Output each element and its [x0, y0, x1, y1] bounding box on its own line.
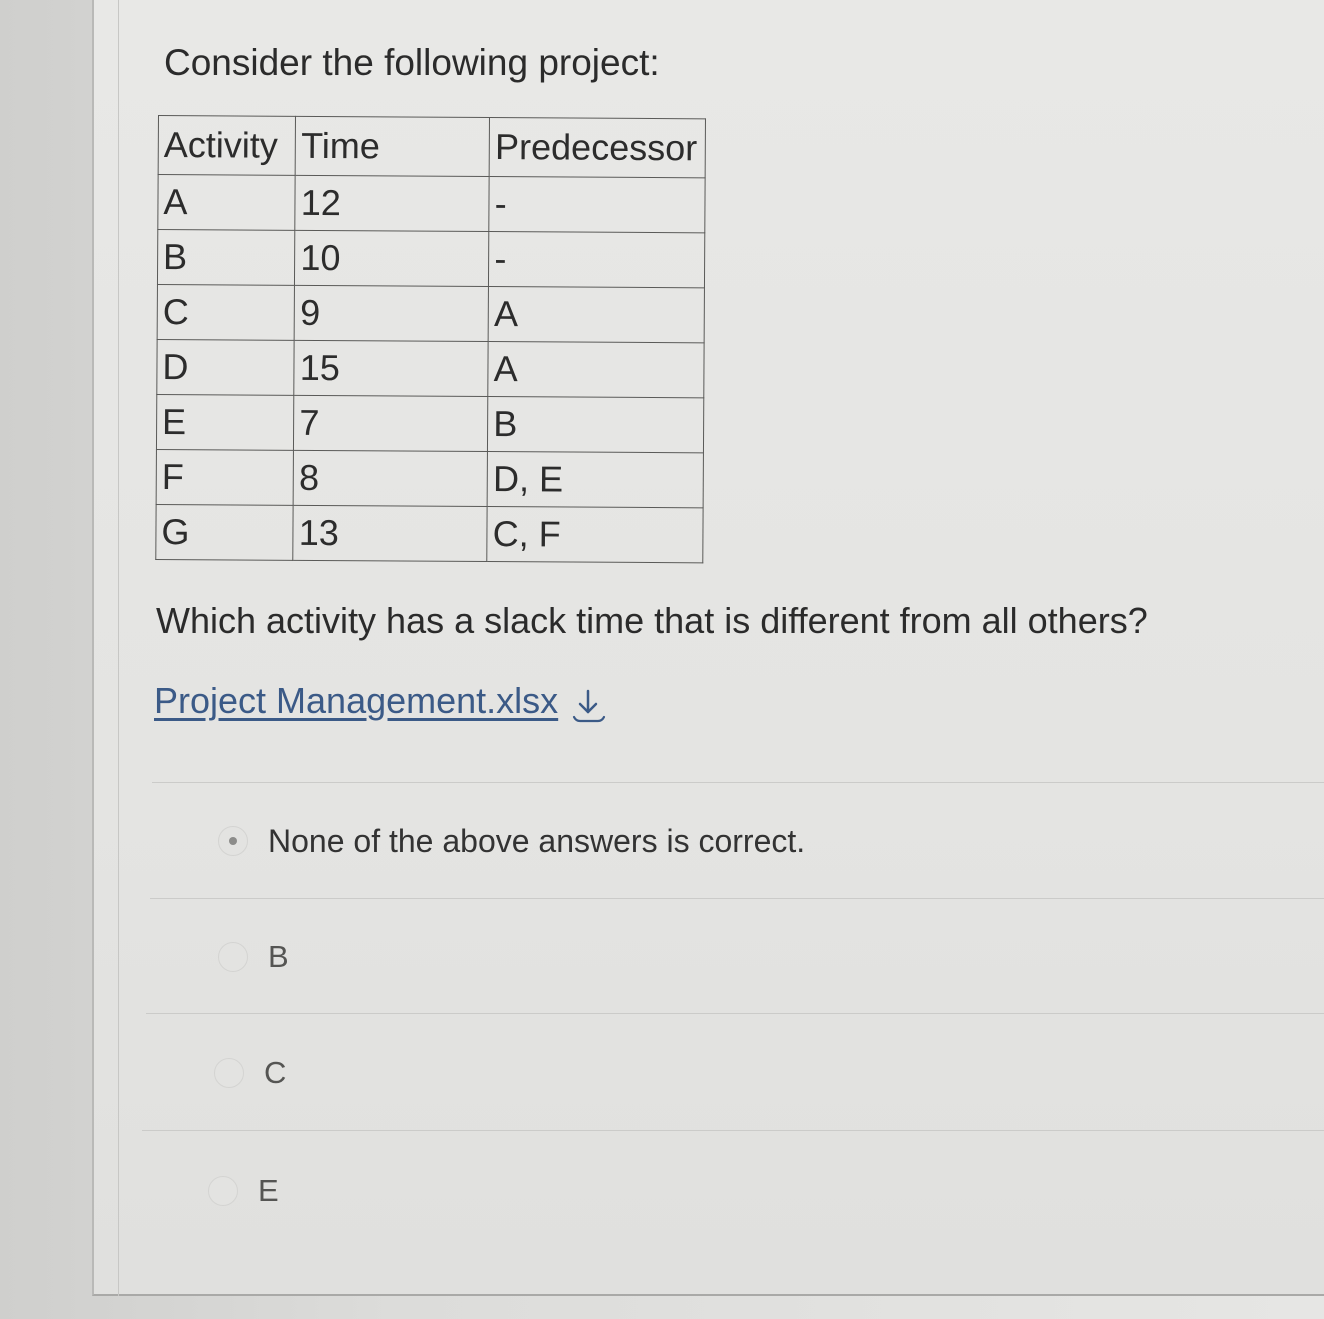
table-row — [156, 394, 703, 452]
column-header-activity: Activity — [158, 116, 296, 176]
answer-option[interactable] — [218, 934, 1218, 982]
table-row — [157, 284, 704, 342]
time-cell: 9 — [294, 285, 488, 341]
radio-button[interactable] — [218, 826, 248, 856]
table-row — [158, 175, 705, 233]
activity-cell: A — [158, 175, 296, 231]
time-cell: 12 — [295, 175, 489, 231]
table-row — [157, 339, 704, 397]
table-header-row — [158, 116, 705, 178]
activity-cell: D — [157, 339, 295, 395]
table-row — [157, 230, 704, 288]
answer-option-label: E — [258, 1173, 279, 1208]
predecessor-cell: - — [489, 232, 705, 288]
answer-option-label: B — [268, 939, 289, 974]
time-cell: 15 — [294, 340, 488, 396]
table-row — [156, 449, 703, 507]
activity-cell: G — [156, 504, 294, 560]
radio-button[interactable] — [218, 942, 248, 972]
question-intro: Consider the following project: — [164, 42, 660, 83]
column-header-predecessor: Predecessor — [489, 118, 705, 178]
project-table — [155, 115, 706, 563]
activity-cell: F — [156, 449, 294, 505]
predecessor-cell: D, E — [487, 452, 703, 508]
answer-option-label: None of the above answers is correct. — [268, 823, 806, 859]
answer-option[interactable] — [218, 818, 1218, 866]
radio-button[interactable] — [208, 1176, 238, 1206]
download-icon[interactable] — [570, 688, 608, 726]
answer-option[interactable] — [208, 1168, 1208, 1216]
question-prompt: Which activity has a slack time that is different from all others? — [156, 600, 1148, 641]
attachment-link[interactable]: Project Management.xlsx — [154, 680, 559, 721]
options-divider-top — [152, 782, 1324, 783]
activity-cell: B — [157, 230, 295, 286]
option-divider — [150, 898, 1324, 899]
time-cell: 10 — [295, 230, 489, 286]
predecessor-cell: C, F — [487, 507, 703, 563]
column-header-time: Time — [295, 116, 489, 176]
option-divider — [142, 1130, 1324, 1131]
table-row — [156, 504, 703, 562]
radio-button[interactable] — [214, 1058, 244, 1088]
answer-option[interactable] — [214, 1050, 1214, 1098]
option-divider — [146, 1013, 1324, 1014]
card-inner-border — [118, 0, 119, 1296]
time-cell: 13 — [293, 505, 487, 561]
activity-cell: C — [157, 284, 295, 340]
predecessor-cell: A — [488, 342, 704, 398]
activity-cell: E — [156, 394, 294, 450]
predecessor-cell: B — [488, 397, 704, 453]
time-cell: 7 — [294, 395, 488, 451]
answer-option-label: C — [264, 1055, 287, 1090]
predecessor-cell: - — [489, 177, 705, 233]
predecessor-cell: A — [488, 287, 704, 343]
time-cell: 8 — [293, 450, 487, 506]
